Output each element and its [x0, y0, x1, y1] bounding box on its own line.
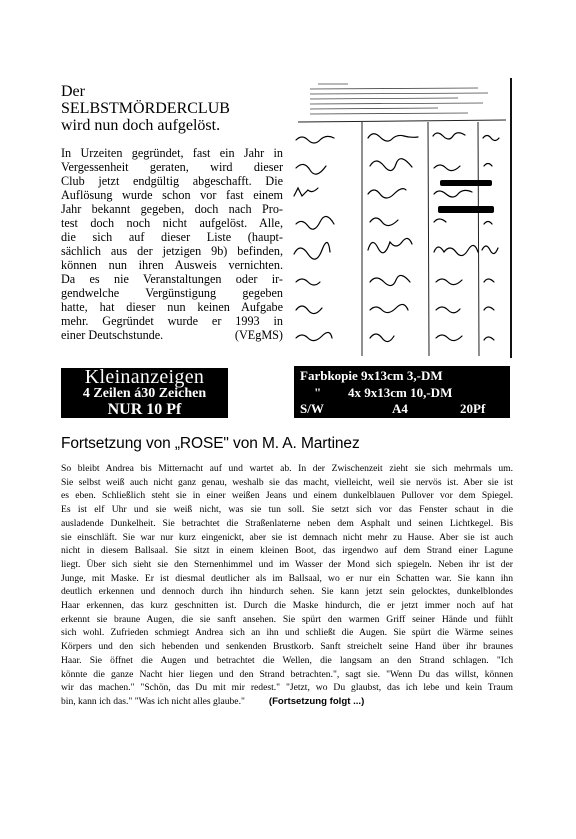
article-line: einer Deutschstunde. [61, 328, 164, 342]
article-line: können nun ihren Ausweis vernichten. [61, 258, 283, 272]
story-line: es eben. Schließlich steht sie in einer weißen Jeans und einem dunkelblauen Pullover vor dem Spiegel. [61, 490, 513, 502]
farbkopie-row3-a4: A4 [392, 401, 408, 416]
kleinanzeigen-title: Kleinanzeigen [84, 366, 205, 388]
story-heading: Fortsetzung von „ROSE" von M. A. Martinez [61, 435, 360, 452]
article-line: Club jetzt endgültig abgeschafft. Die [61, 174, 283, 188]
article-line: gendwelche Vergünstigung gegeben [61, 286, 283, 300]
farbkopie-row2: 4x 9x13cm 10,-DM [348, 385, 453, 400]
article-line: mehr. Gegründet wurde er 1993 in [61, 314, 283, 328]
farbkopie-box [294, 366, 510, 418]
article-line: Da es nie Veranstaltungen oder ir- [61, 272, 283, 286]
story-line: Es ist elf Uhr und sie weiß nicht, was sie tun soll. Sie setzt sich vor das Fenster schaut in die [61, 504, 513, 516]
farbkopie-row2-ditto: " [314, 385, 322, 400]
story-line: könnte die ganze Nacht hier liegen und den Strand betrachten.", sagt sie. "Wenn Du das willst, können [61, 668, 513, 680]
title-line-1: Der [61, 83, 85, 100]
article-line: Vergessenheit geraten, wird dieser [61, 160, 283, 174]
story-line-last [61, 695, 513, 709]
article-line: Auflösung wurde schon vor fast einem [61, 188, 283, 202]
signature-list-image [288, 78, 510, 358]
story-continued: (Fortsetzung folgt ...) [268, 695, 365, 707]
signature-list-scan [288, 78, 512, 358]
story-body [61, 462, 513, 709]
farbkopie-row1: Farbkopie 9x13cm 3,-DM [300, 368, 443, 383]
article-title [61, 83, 283, 134]
article-line: Jahr bekannt gegeben, doch nach Pro- [61, 202, 283, 216]
story-line: sie einschläft. Sie war nur kurz eingenickt, aber sie ist demnach nicht mehr zu Hause. Aber sie ist auch [61, 531, 513, 543]
article-line: In Urzeiten gegründet, fast ein Jahr in [61, 146, 283, 160]
story-line: erkennt sie braune Augen, die sie sanft ansehen. Sie spürt den warmen Griff seiner Hände und fühlt [61, 613, 513, 625]
article-line: test doch noch nicht aufgelöst. Alle, [61, 216, 283, 230]
story-line: Sie selbst weiß auch nicht ganz genau, weshalb sie das macht, vielleicht, weil sie nervös ist. Aber sie ist [61, 476, 513, 488]
kleinanzeigen-line2: 4 Zeilen á30 Zeichen [82, 386, 207, 401]
story-line: deutlich erkennen und dennoch durch ihn hindurch sehen. Sie kann jetzt sein gelocktes, dunkelblondes [61, 586, 513, 598]
farbkopie-row3-sw: S/W [300, 401, 324, 416]
farbkopie-row3-price: 20Pf [460, 401, 486, 416]
story-line: Haar. Sie öffnet die Augen und betrachtet die Wellen, die langsam an den Strand schlagen. "Ich [61, 654, 513, 666]
kleinanzeigen-box [61, 368, 228, 418]
article-line: sächlich aus der jetzigen 9b) befinden, [61, 244, 283, 258]
title-line-3: wird nun doch aufgelöst. [61, 117, 221, 134]
story-line: So bleibt Andrea bis Mitternacht auf und wartet ab. In der Zwischenzeit zieht sie sich mehrmals um. [61, 463, 513, 474]
story-line: Junge, mit Maske. Er ist diesmal deutlicher als im Ballsaal, wo er nur ein Schatten war. Sie kann ihn [61, 572, 513, 584]
article-line: die sich auf dieser Liste (haupt- [61, 230, 283, 244]
story-line: wir das machen." "Schön, das Du mit mir redest." "Jetzt, wo Du glaubst, das ich lebe und kein Traum [61, 682, 513, 694]
article-line: hatte, hat dieser nun keinen Aufgabe [61, 300, 283, 314]
story-line: Körpers und den sich hebenden und senkenden Brustkorb. Sanft streichelt seine Hand über ihr braunes [61, 641, 513, 653]
kleinanzeigen-price: NUR 10 Pf [107, 401, 182, 418]
story-line: ausladende Dunkelheit. Sie betrachtet die Straßenlaterne neben dem Asphalt und seinen Lichtkegel. Bis [61, 517, 513, 529]
story-line: liegt. Über sich sieht sie den Sternenhimmel und im Wasser der Mond sich spiegeln. Neben ihr ist der [61, 558, 513, 570]
story-line: bin, kann ich das." "Was ich nicht alles glaube." [61, 695, 245, 707]
story-line: Haar erkennen, das kurz geschnitten ist. Durch die Maske hindurch, die er jetzt immer noch auf hat [61, 600, 513, 612]
article-line-last [61, 328, 283, 342]
story-line: sich wohl. Zufrieden schmiegt Andrea sich an ihn und schließt die Augen. Sie spürt die Wärme seines [61, 627, 513, 639]
article-body [61, 146, 283, 342]
article-signature: (VEgMS) [234, 328, 283, 342]
title-line-2: SELBSTMÖRDERCLUB [61, 100, 230, 117]
story-line: nicht in diesem Ballsaal. Sie sitzt in einem kleinen Boot, das irgendwo auf dem Strand einer Lagune [61, 545, 513, 557]
